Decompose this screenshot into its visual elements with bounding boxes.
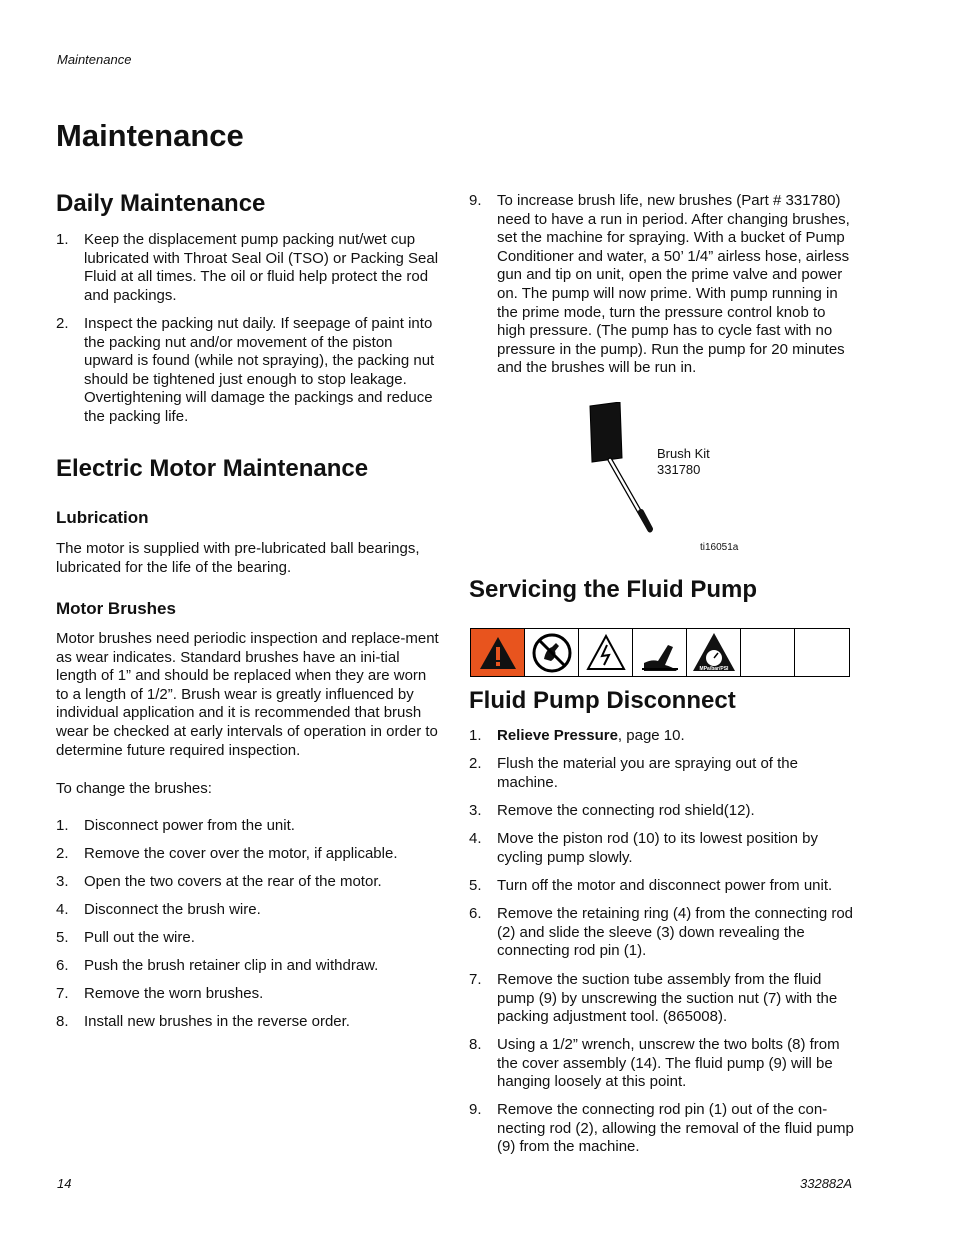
list-item: 3. Open the two covers at the rear of the motor. xyxy=(56,873,382,890)
list-item: 2. Flush the material you are spraying out of the machine. xyxy=(469,755,798,791)
warning-empty-cell xyxy=(795,629,849,676)
skin-injection-icon xyxy=(633,629,687,676)
list-item: 1. Keep the displacement pump packing nut/wet cup lubricated with Throat Seal Oil (TSO) or Packing Seal Fluid at all times. The oil or fluid help protect the rod and packings. xyxy=(56,231,439,304)
list-item: 2. Remove the cover over the motor, if applicable. xyxy=(56,845,398,862)
list-item: 9. Remove the connecting rod pin (1) out of the con-necting rod (2), allowing the removal of the fluid pump (9) from the machine. xyxy=(469,1101,854,1156)
list-item: 5. Turn off the motor and disconnect power from unit. xyxy=(469,877,833,894)
gauge-units-label: MPa/bar/PSI xyxy=(699,665,728,672)
page-title: Maintenance xyxy=(56,118,244,153)
skin-injection-graphic xyxy=(638,633,682,673)
exclamation-bar xyxy=(496,647,500,660)
list-item: 7. Remove the suction tube assembly from the fluid pump (9) by unscrewing the suction nut (7) with the packing adjustment tool. (865008). xyxy=(469,971,838,1026)
list-item: 1. Relieve Pressure, page 10. xyxy=(469,727,685,744)
list-item: 9. To increase brush life, new brushes (Part # 331780) need to have a run in period. After changing brushes, set the machine for spraying. With a bucket of Pump Conditioner and water, a 50’ 1/4” airless hose, airless gun and tip on unit, open the prime valve and power on. The pump will now prime. With pump running in the prime mode, turn the pressure control knob to high pressure. (The pump has to cycle fast with no pressure in the pump). Run the pump for 20 minutes and the brushes will be run in. xyxy=(469,192,850,377)
daily-maintenance-heading: Daily Maintenance xyxy=(56,190,266,217)
warning-symbol-strip xyxy=(470,628,850,677)
motor-brushes-heading: Motor Brushes xyxy=(56,599,176,618)
pressure-gauge-icon xyxy=(687,629,741,676)
warning-triangle-icon xyxy=(471,629,525,676)
list-item: 5. Pull out the wire. xyxy=(56,929,195,946)
list-item: 7. Remove the worn brushes. xyxy=(56,985,264,1002)
list-item: 6. Push the brush retainer clip in and withdraw. xyxy=(56,957,379,974)
brush-block-shape xyxy=(590,402,622,462)
relieve-pressure-link[interactable]: Relieve Pressure xyxy=(497,727,618,744)
lubrication-heading: Lubrication xyxy=(56,508,149,527)
warning-triangle-graphic xyxy=(478,634,518,672)
list-item: 2. Inspect the packing nut daily. If seepage of paint into the packing nut and/or movement of the piston upward is found (while not spraying), the packing nut should be tightened just enough to stop leakage. Overtightening will damage the packings and reduce the packing life. xyxy=(56,315,435,425)
prohibition-slash xyxy=(539,640,565,666)
fluid-pump-disconnect-heading: Fluid Pump Disconnect xyxy=(469,687,736,714)
document-number: 332882A xyxy=(800,1176,853,1191)
list-item: 8. Using a 1/2” wrench, unscrew the two bolts (8) from the cover assembly (14). The fluid pump (9) will be hanging loosely at this point. xyxy=(469,1036,840,1091)
list-item: 8. Install new brushes in the reverse order. xyxy=(56,1013,350,1030)
list-item: 6. Remove the retaining ring (4) from the connecting rod (2) and slide the sleeve (3) down revealing the connecting rod pin (1). xyxy=(469,905,854,960)
exclamation-dot xyxy=(496,662,500,666)
list-item: 4. Disconnect the brush wire. xyxy=(56,901,261,918)
figure-label: Brush Kit 331780 xyxy=(657,446,710,477)
servicing-heading: Servicing the Fluid Pump xyxy=(469,576,758,603)
warning-empty-cell xyxy=(741,629,795,676)
no-hand-spray-graphic xyxy=(531,632,573,674)
electric-shock-graphic xyxy=(585,633,627,673)
running-header: Maintenance xyxy=(57,52,132,67)
list-item: 1. Disconnect power from the unit. xyxy=(56,817,295,834)
list-item: 3. Remove the connecting rod shield(12). xyxy=(469,802,755,819)
lubrication-text: The motor is supplied with pre-lubricated ball bearings, lubricated for the life of the bearing. xyxy=(56,540,420,576)
figure-ref: ti16051a xyxy=(700,542,739,553)
list-item: 4. Move the piston rod (10) to its lowest position by cycling pump slowly. xyxy=(469,830,818,866)
motor-brushes-text: Motor brushes need periodic inspection and replace-ment as wear indicates. Standard brushes have an ini-tial length of 1” and should be replaced when they are worn to a length of 1/2”. Brush wear is greatly influenced by individual application and it is recommended that brush wear be checked at early intervals of operation in order to determine future required inspection. xyxy=(56,630,439,759)
brush-wire-terminal xyxy=(641,512,650,529)
electric-motor-heading: Electric Motor Maintenance xyxy=(56,455,369,482)
hand-gun-shape xyxy=(644,645,677,671)
no-hand-spray-icon xyxy=(525,629,579,676)
brushes-intro: To change the brushes: xyxy=(56,780,212,797)
shock-triangle xyxy=(588,636,624,669)
electric-shock-icon xyxy=(579,629,633,676)
page-number: 14 xyxy=(57,1176,72,1191)
pressure-gauge-graphic xyxy=(691,631,737,675)
